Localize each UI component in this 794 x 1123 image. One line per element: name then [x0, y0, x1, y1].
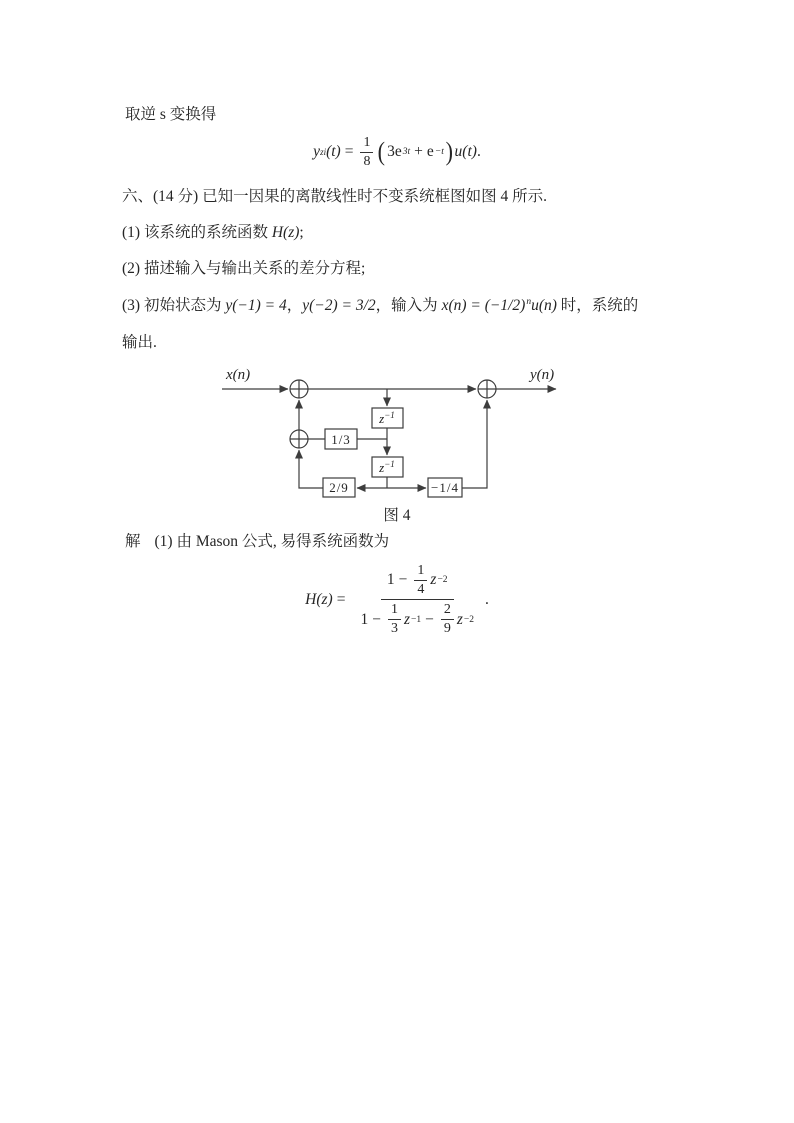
f2-lhs-arg: (z)	[316, 590, 333, 608]
item-2: (2) 描述输入与输出关系的差分方程;	[122, 260, 366, 277]
item3-math-3b: u(n)	[531, 297, 557, 314]
solution-line	[125, 531, 389, 552]
formula-yzi-body: y zi (t) = $\frac{1}{8}$ ( 3e 3t + e −t ) u (t) .	[313, 135, 481, 169]
f1-lparen: (	[378, 137, 386, 167]
sum-junction-2	[478, 380, 496, 398]
solution-marker: 解	[125, 533, 141, 550]
item-3-continuation: 输出.	[122, 334, 157, 351]
f1-plus: +	[414, 143, 423, 161]
gain29-label: 2/9	[329, 480, 349, 495]
delay2-label: $z^{-1}$	[379, 459, 395, 475]
gain13-label: 1/3	[331, 432, 351, 447]
f1-lhs: y	[313, 143, 321, 161]
f2-frac-third: $\frac{1}{3}$	[388, 602, 401, 636]
formula-Hz	[0, 561, 794, 639]
f2-frac-two-ninths: $\frac{2}{9}$	[441, 602, 454, 636]
f1-lhs-arg: (t)	[326, 143, 341, 161]
item3-math-3: x(n) = (−1/2)	[441, 297, 526, 314]
item1-punct: ;	[299, 224, 304, 241]
item3-comma-1: ，	[286, 297, 303, 314]
solution-text: (1) 由 Mason 公式, 易得系统函数为	[154, 533, 390, 550]
block-diagram	[200, 360, 580, 502]
item3-math-1: y(−1) = 4	[225, 297, 287, 314]
f1-equals: =	[344, 143, 354, 161]
item-3	[122, 295, 638, 316]
f1-rparen: )	[445, 137, 453, 167]
f1-term2: e	[426, 143, 434, 161]
item3-text-2: 输入为	[391, 297, 442, 314]
gain14-feedforward-arrow	[462, 400, 487, 488]
f2-main-fraction	[354, 561, 480, 639]
gain29-feedback-arrow	[299, 450, 323, 488]
item3-comma-2: ，	[375, 297, 392, 314]
f2-denominator: 1 − $\frac{1}{3}$ z −1 − $\frac{2}{9}$ z −2	[360, 602, 474, 637]
intro-text: 取逆 s 变换得	[125, 106, 217, 123]
item1-math-arg: (z)	[283, 224, 300, 241]
f1-u-arg: (t)	[462, 143, 477, 161]
formula-Hz-body	[305, 561, 489, 639]
f1-u: u	[454, 143, 463, 161]
item-1	[122, 222, 304, 243]
item3-math-2: y(−2) = 3/2	[302, 297, 376, 314]
f2-period: .	[485, 590, 489, 608]
figure-caption: 图 4	[383, 507, 411, 524]
f1-frac-one-eighth: $\frac{1}{8}$	[360, 135, 373, 169]
formula-yzi	[0, 135, 794, 169]
output-signal-label: y(n)	[530, 367, 555, 383]
f2-frac-quarter: $\frac{1}{4}$	[414, 563, 427, 597]
input-signal-label: x(n)	[226, 367, 251, 383]
f1-term1: 3e	[387, 143, 402, 161]
sum-junction-1	[290, 380, 308, 398]
item1-text: (1) 该系统的系统函数	[122, 224, 272, 241]
item3-math-3-sup: n	[526, 296, 532, 307]
item1-math-H: H	[271, 224, 284, 241]
f1-period: .	[476, 143, 481, 161]
delay1-label: $z^{-1}$	[379, 410, 395, 426]
f2-equals: =	[336, 590, 346, 608]
problem-heading: 六、(14 分) 已知一因果的离散线性时不变系统框图如图 4 所示.	[122, 188, 547, 205]
item3-text-3: 时，系统的	[556, 297, 639, 314]
item3-text-1: (3) 初始状态为	[122, 297, 226, 314]
sum-junction-lower	[290, 430, 308, 448]
gain14-label: −1/4	[431, 480, 459, 495]
f2-lhs: H	[305, 590, 317, 608]
f2-numerator: 1 − $\frac{1}{4}$ z −2	[381, 561, 454, 600]
